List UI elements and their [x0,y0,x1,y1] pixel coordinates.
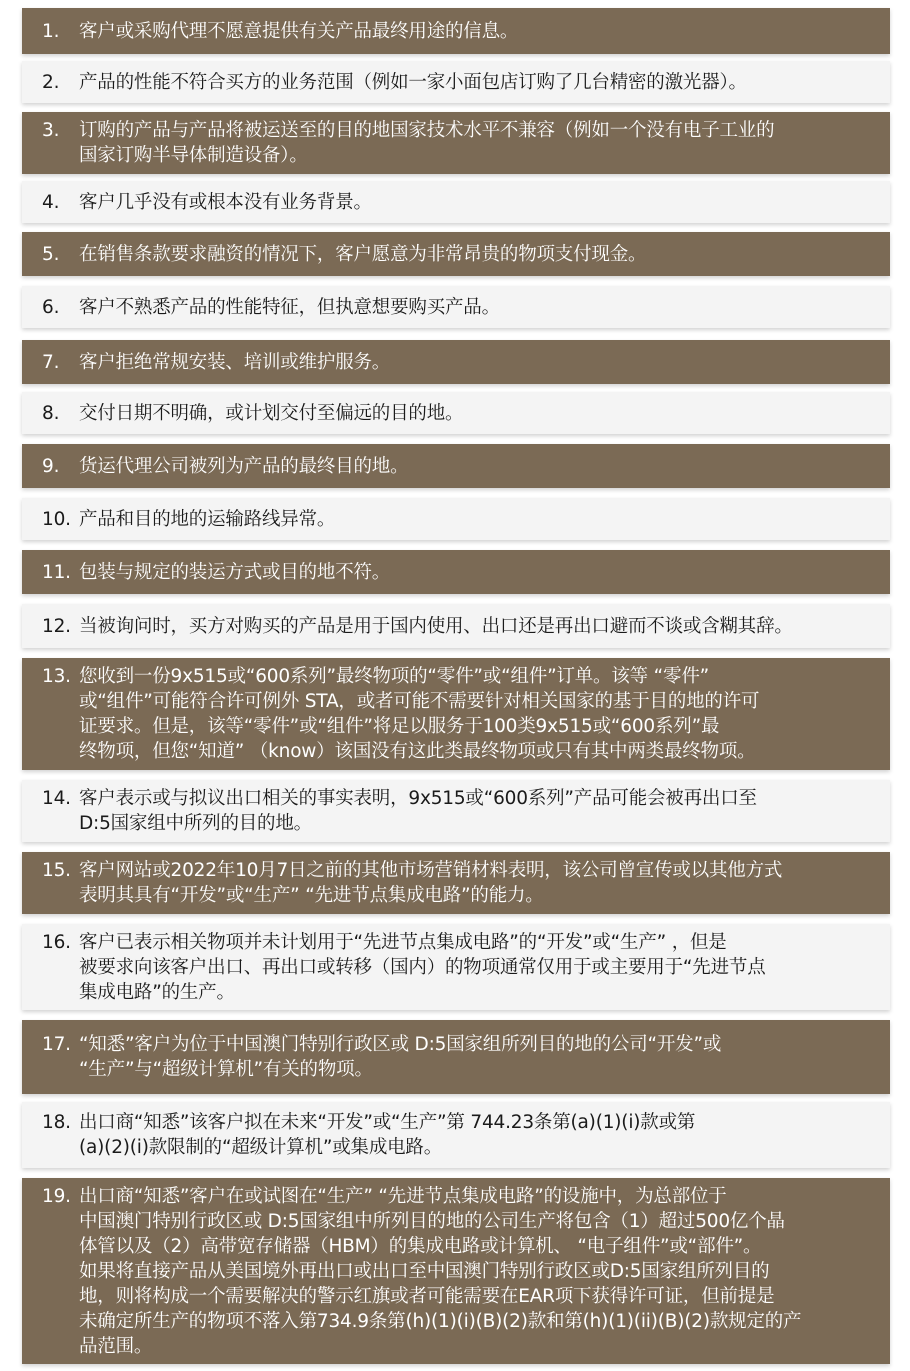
item-text: (a)(2)(i)款限制的“超级计算机”或集成电路。 [79,1137,443,1158]
item-text: 客户已表示相关物项并未计划用于“先进节点集成电路”的“开发”或“生产” ，但是 [79,931,727,953]
item-text: D:5国家组中所列的目的地。 [79,813,312,834]
item-text: 产品和目的地的运输路线异常。 [79,508,336,530]
item-text: 客户几乎没有或根本没有业务背景。 [79,191,372,213]
item-text: 出口商“知悉”该客户拟在未来“开发”或“生产”第 744.23条第(a)(1)(i)款或第 [79,1112,696,1133]
item-text: 包装与规定的装运方式或目的地不符。 [79,561,391,583]
item-text: 客户表示或与拟议出口相关的事实表明，9x515或“600系列”产品可能会被再出口至 [79,788,757,809]
item-number: 16. [42,931,71,953]
item-text: 证要求。但是，该等“零件”或“组件”将足以服务于100类9x515或“600系列”最 [79,716,720,737]
item-text: 客户不熟悉产品的性能特征，但执意想要购买产品。 [79,296,500,318]
item-number: 19. [42,1185,71,1207]
list-item [22,444,890,488]
list-item [22,604,890,648]
list-item [22,780,890,842]
item-text: 集成电路”的生产。 [79,981,235,1003]
item-text: 在销售条款要求融资的情况下，客户愿意为非常昂贵的物项支付现金。 [79,243,647,265]
item-text: 品范围。 [79,1335,153,1357]
list-item [22,924,890,1010]
item-number: 10. [42,508,71,530]
list-item [22,550,890,594]
list-item [22,852,890,914]
item-text: 产品的性能不符合买方的业务范围（例如一家小面包店订购了几台精密的激光器）。 [79,71,747,93]
item-number: 7. [42,351,60,373]
item-text: 客户网站或2022年10月7日之前的其他市场营销材料表明，该公司曾宣传或以其他方式 [79,860,783,881]
list-item [22,61,890,103]
item-number: 1. [42,20,60,42]
item-text: 被要求向该客户出口、再出口或转移（国内）的物项通常仅用于或主要用于“先进节点 [79,956,766,978]
item-number: 18. [42,1112,71,1133]
item-text: 当被询问时，买方对购买的产品是用于国内使用、出口还是再出口避而不谈或含糊其辞。 [79,615,793,637]
item-text: 表明其具有“开发”或“生产” “先进节点集成电路”的能力。 [79,885,544,906]
item-number: 11. [42,561,71,583]
item-number: 17. [42,1034,71,1055]
item-text: 未确定所生产的物项不落入第734.9条第(h)(1)(i)(B)(2)款和第(h)(1)(ii)(B)(2)款规定的产 [79,1310,802,1332]
list-item [22,112,890,174]
item-text: 如果将直接产品从美国境外再出口或出口至中国澳门特别行政区或D:5国家组所列目的 [79,1260,770,1282]
item-text: “生产”与“超级计算机”有关的物项。 [79,1059,373,1080]
item-text: 客户拒绝常规安装、培训或维护服务。 [79,351,391,373]
list-item [22,1178,890,1364]
item-number: 2. [42,71,60,93]
item-text: 出口商“知悉”客户在或试图在“生产” “先进节点集成电路”的设施中，为总部位于 [79,1185,727,1207]
item-number: 6. [42,296,60,318]
item-text: 客户或采购代理不愿意提供有关产品最终用途的信息。 [79,20,519,42]
item-number: 12. [42,615,71,637]
list-item [22,1020,890,1094]
item-number: 8. [42,402,60,424]
list-item [22,232,890,276]
list-item [22,181,890,223]
item-number: 4. [42,191,60,213]
item-number: 3. [42,120,60,141]
item-text: 地，则将构成一个需要解决的警示红旗或者可能需要在EAR项下获得许可证，但前提是 [79,1285,775,1307]
item-text: 货运代理公司被列为产品的最终目的地。 [79,455,409,477]
item-text: 国家订购半导体制造设备）。 [79,145,308,166]
item-number: 13. [42,666,71,687]
item-text: 终物项，但您“知道” （know）该国没有这此类最终物项或只有其中两类最终物项。 [79,741,756,762]
list-item [22,8,890,54]
list-item [22,340,890,384]
item-text: 订购的产品与产品将被运送至的目的地国家技术水平不兼容（例如一个没有电子工业的 [79,120,775,141]
item-text: “知悉”客户为位于中国澳门特别行政区或 D:5国家组所列目的地的公司“开发”或 [79,1034,722,1055]
item-number: 15. [42,860,71,881]
item-number: 9. [42,455,60,477]
item-text: 体管以及（2）高带宽存储器（HBM）的集成电路或计算机、 “电子组件”或“部件”。 [79,1235,762,1257]
item-text: 交付日期不明确，或计划交付至偏远的目的地。 [79,402,464,424]
list-item [22,286,890,328]
list-item [22,1102,890,1168]
list-item [22,658,890,770]
list-item [22,392,890,434]
list-item [22,498,890,540]
item-number: 5. [42,243,60,265]
item-text: 或“组件”可能符合许可例外 STA，或者可能不需要针对相关国家的基于目的地的许可 [79,691,760,712]
item-number: 14. [42,788,71,809]
item-text: 您收到一份9x515或“600系列”最终物项的“零件”或“组件”订单。该等 “零件” [79,666,709,687]
item-text: 中国澳门特别行政区或 D:5国家组中所列目的地的公司生产将包含（1）超过500亿个晶 [79,1210,785,1232]
